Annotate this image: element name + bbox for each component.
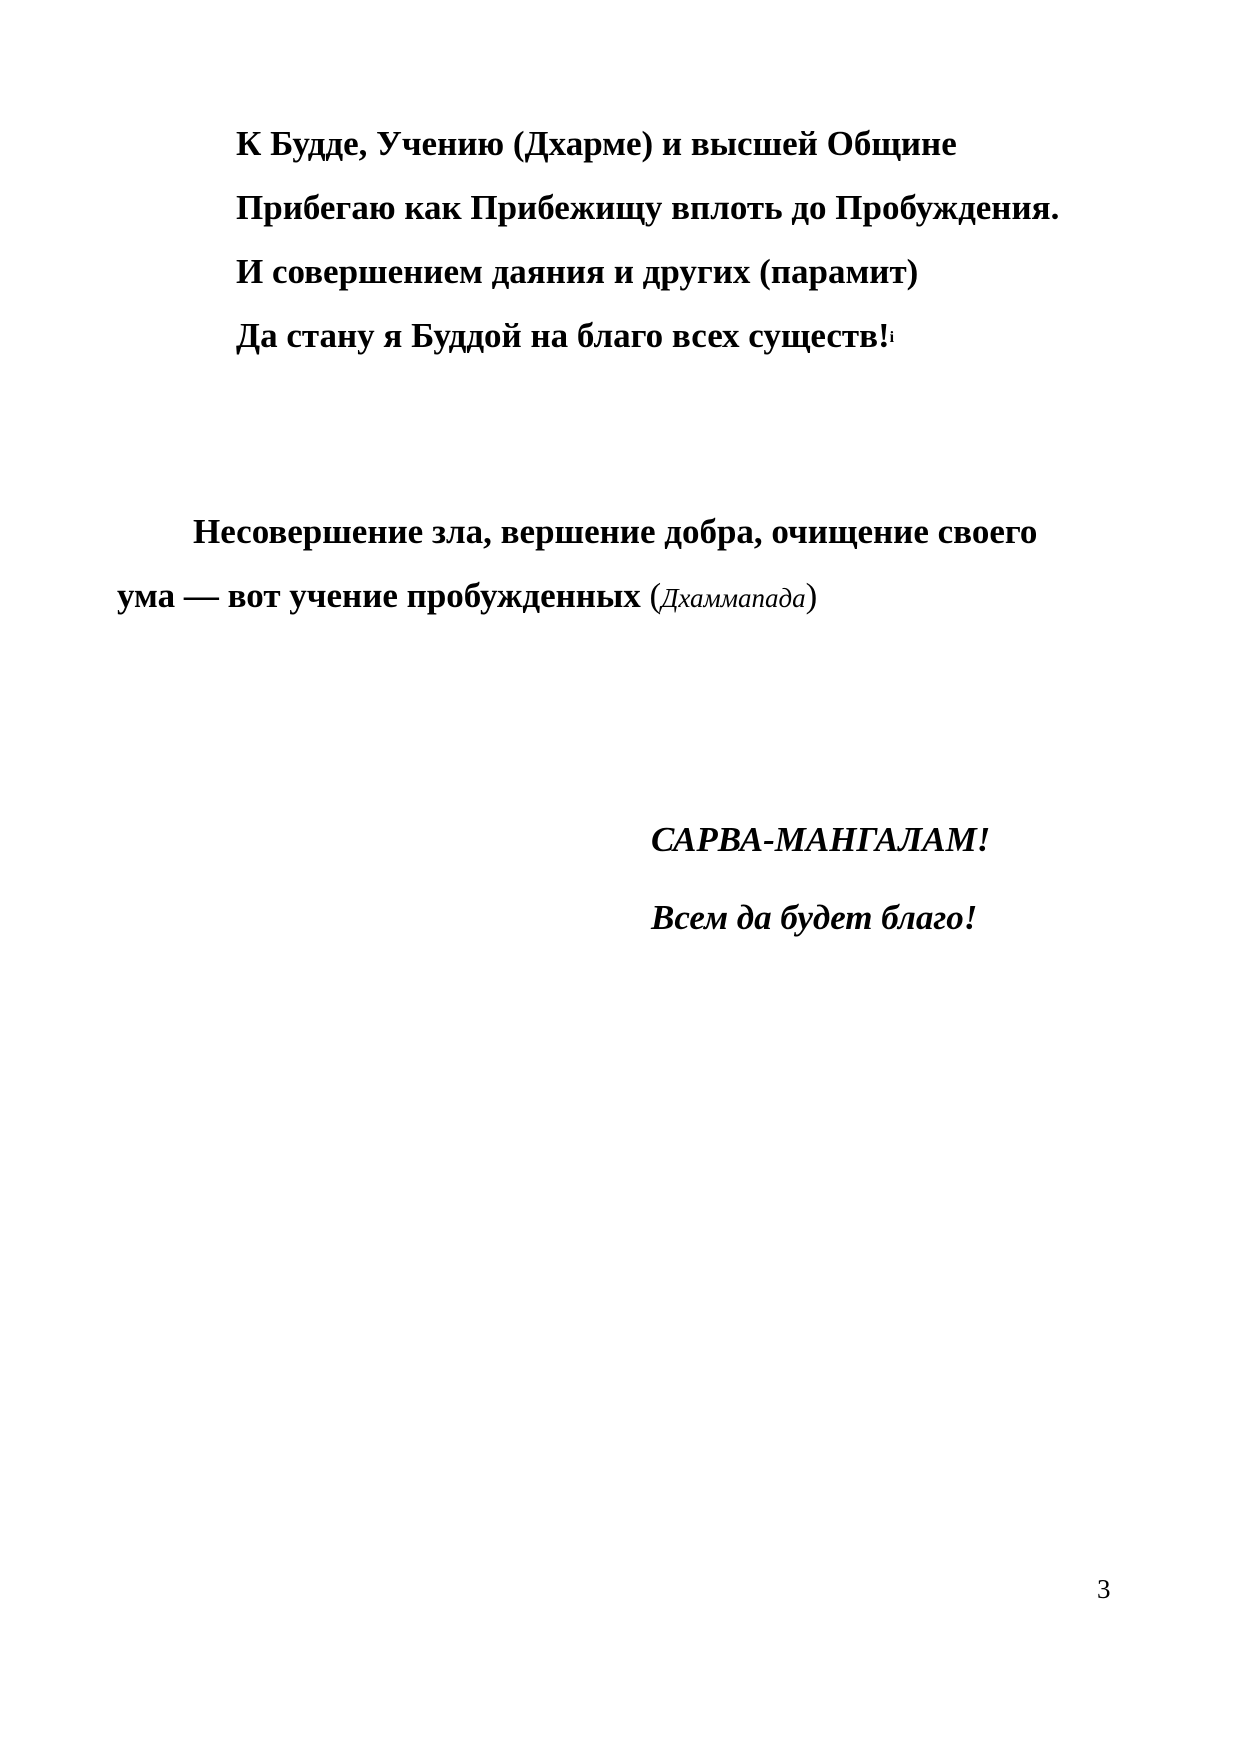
quote-line: Несовершение зла, вершение добра, очищение своего <box>193 512 1038 551</box>
dhammapada-quote <box>117 500 1117 630</box>
verse-line: К Будде, Учению (Дхарме) и высшей Общине <box>236 124 957 163</box>
blessing-title: САРВА-МАНГАЛАМ! <box>651 820 991 859</box>
blessing <box>651 801 1151 957</box>
footnote-marker[interactable]: i <box>889 329 895 346</box>
source-close-paren: ) <box>805 576 818 615</box>
refuge-verse <box>236 112 1136 368</box>
verse-line: И совершением даяния и других (парамит) <box>236 252 919 291</box>
quote-line-last <box>117 564 1117 630</box>
source-open-paren: ( <box>649 576 662 615</box>
quote-source: Дхаммапада <box>661 583 806 613</box>
page-number: 3 <box>1097 1574 1111 1604</box>
quote-line-text: ума — вот учение пробужденных <box>117 576 641 615</box>
verse-line-text: Да стану я Буддой на благо всех существ! <box>236 316 890 355</box>
verse-line-last <box>236 304 1136 368</box>
verse-line: Прибегаю как Прибежищу вплоть до Пробуждения. <box>236 188 1060 227</box>
blessing-translation: Всем да будет благо! <box>651 898 978 937</box>
